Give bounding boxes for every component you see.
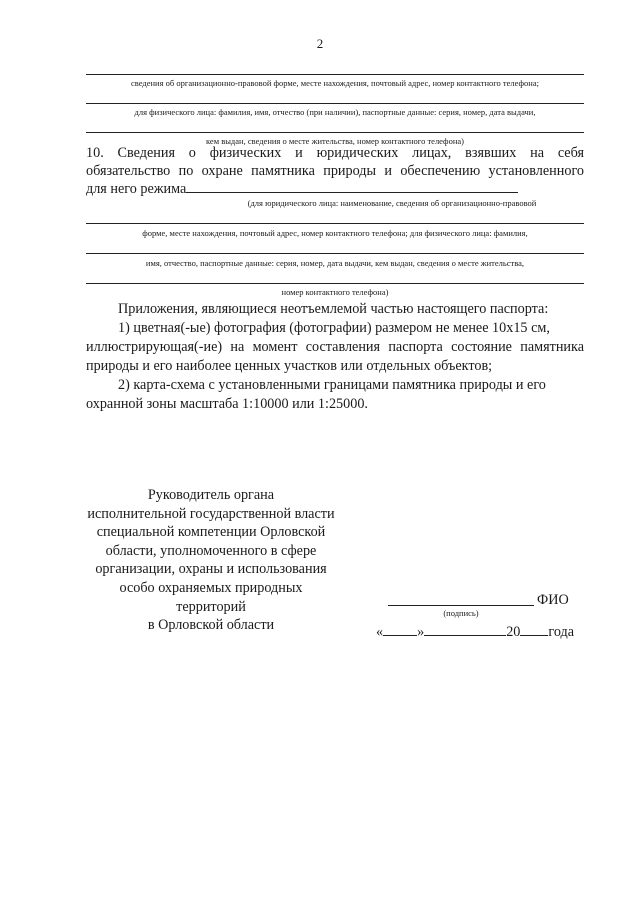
fill-line	[86, 74, 584, 75]
attachment-line: охранной зоны масштаба 1:10000 или 1:25000.	[86, 396, 368, 412]
date-quote-open: «	[376, 624, 384, 640]
date-word: года	[548, 624, 575, 640]
fill-line	[86, 223, 584, 224]
field-hint: форме, месте нахождения, почтовый адрес, номер контактного телефона; для физического лица: фамилия,	[142, 228, 528, 238]
year-blank	[520, 622, 548, 636]
section-10	[86, 145, 584, 199]
field-hint: для физического лица: фамилия, имя, отчество (при наличии), паспортные данные: серия, номер, дата выдачи,	[134, 107, 536, 117]
page-number: 2	[316, 36, 324, 51]
fill-line	[86, 132, 584, 133]
attachments	[86, 300, 584, 414]
section-10-line: 10. Сведения о физических и юридических лицах, взявших на себя	[86, 145, 584, 161]
signatory-line: Руководитель органа	[147, 487, 275, 503]
section-10-line	[86, 180, 584, 199]
fio-label: ФИО	[537, 592, 569, 608]
signatory-line: организации, охраны и использования	[95, 561, 327, 578]
signatory-line: особо охраняемых природных территорий	[119, 579, 303, 615]
fill-line	[86, 283, 584, 284]
attachment-line: природы и его наиболее ценных участков или отдельных объектов;	[86, 358, 493, 374]
attachments-intro: Приложения, являющиеся неотъемлемой частью настоящего паспорта:	[118, 301, 549, 317]
signatory-line: специальной компетенции Орловской	[96, 524, 326, 541]
section-10-text: для него режима	[86, 181, 187, 197]
signatory-line: в Орловской области	[147, 617, 275, 634]
section-10-line: обязательство по охране памятника природы и обеспечению установленного	[86, 162, 584, 179]
signature-hint: (подпись)	[443, 608, 479, 618]
field-hint: номер контактного телефона)	[281, 287, 389, 297]
field-hint: (для юридического лица: наименование, сведения об организационно-правовой	[247, 198, 537, 208]
fill-line	[86, 253, 584, 254]
month-blank	[424, 622, 506, 636]
attachment-line: 2) карта-схема с установленными границами памятника природы и его	[118, 377, 546, 393]
field-hint: имя, отчество, паспортные данные: серия, номер, дата выдачи, кем выдан, сведения о месте жительства,	[145, 258, 525, 268]
day-blank	[383, 622, 417, 636]
date-row	[376, 622, 574, 641]
field-hint: сведения об организационно-правовой форме, месте нахождения, почтовый адрес, номер контактного телефона;	[131, 78, 539, 88]
date-year-prefix: 20	[506, 624, 521, 640]
signatory-line: области, уполномоченного в сфере	[105, 542, 317, 559]
signature-line	[388, 605, 534, 606]
attachment-line: иллюстрирующая(-ие) на момент составления паспорта состояние памятника	[86, 339, 584, 355]
date-quote-close: »	[417, 624, 425, 640]
field-hint: кем выдан, сведения о месте жительства, номер контактного телефона)	[206, 136, 464, 146]
fill-line	[86, 103, 584, 104]
fill-line	[186, 180, 518, 193]
attachment-line: 1) цветная(-ые) фотография (фотографии) размером не менее 10х15 см,	[118, 320, 550, 336]
signatory-title	[86, 486, 336, 635]
signatory-line: исполнительной государственной власти	[87, 505, 335, 522]
